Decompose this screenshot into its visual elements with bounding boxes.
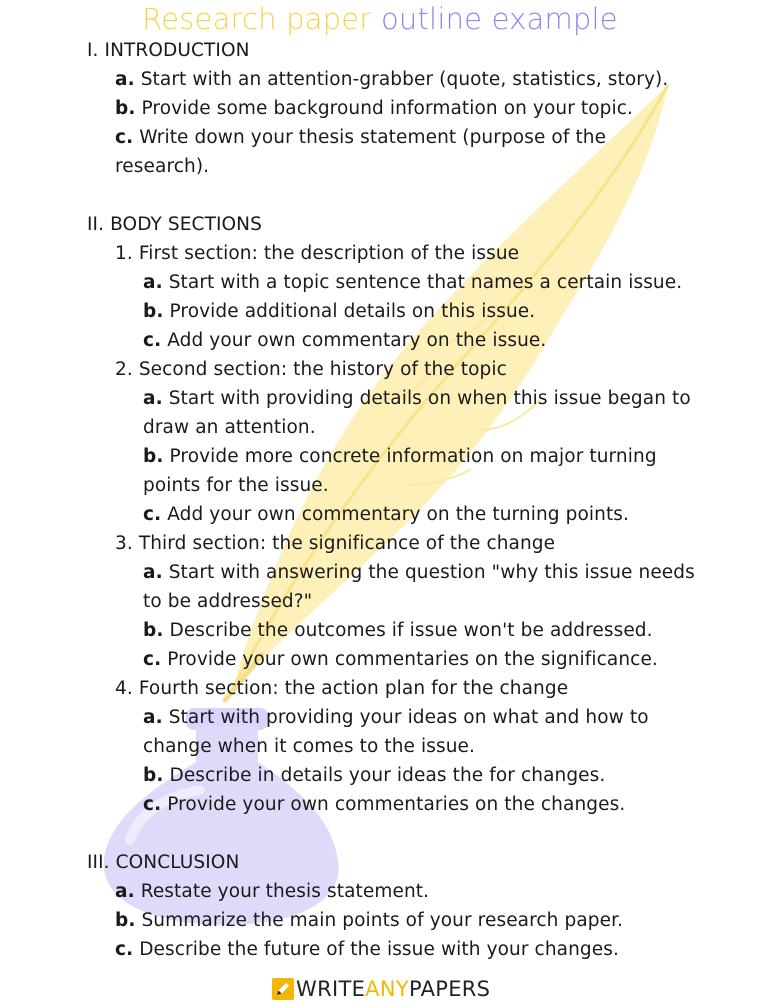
s1-item-c (143, 326, 546, 355)
section-4-heading: 4. Fourth section: the action plan for the change (115, 678, 569, 699)
item-marker: a. (115, 69, 135, 90)
s3-item-c (143, 645, 658, 674)
s3-item-a (143, 558, 695, 587)
item-text: Describe in details your ideas the for changes. (169, 765, 606, 786)
logo-word-write: WRITE (296, 977, 366, 1001)
s2-item-b-continued: points for the issue. (143, 475, 329, 496)
intro-item-a (115, 65, 668, 94)
page-title (0, 2, 760, 36)
s1-item-a (143, 268, 682, 297)
title-part-purple: outline example (380, 2, 618, 36)
s2-item-a (143, 384, 691, 413)
item-text: Provide your own commentaries on the significance. (167, 649, 658, 670)
intro-item-c-continued: research). (115, 156, 210, 177)
item-text: Provide some background information on your topic. (141, 98, 634, 119)
intro-item-b (115, 94, 633, 123)
item-marker: b. (143, 446, 164, 467)
item-text: Restate your thesis statement. (140, 881, 430, 902)
item-marker: a. (143, 272, 163, 293)
s4-item-a (143, 703, 649, 732)
conclusion-item-a (115, 877, 429, 906)
item-text: Start with a topic sentence that names a certain issue. (168, 272, 683, 293)
item-marker: c. (143, 794, 162, 815)
intro-item-c (115, 123, 606, 152)
item-marker: c. (143, 504, 162, 525)
item-text: Start with providing your ideas on what and how to (168, 707, 649, 728)
s2-item-c (143, 500, 629, 529)
item-text: Start with providing details on when this issue began to (168, 388, 691, 409)
title-part-yellow: Research paper (142, 2, 372, 36)
item-text: Provide more concrete information on major turning (169, 446, 657, 467)
item-marker: a. (143, 707, 163, 728)
item-marker: c. (143, 649, 162, 670)
item-text: Start with answering the question "why this issue needs (168, 562, 695, 583)
item-text: Start with an attention-grabber (quote, statistics, story). (140, 69, 669, 90)
pencil-icon (272, 978, 294, 1000)
s3-item-a-continued: to be addressed?" (143, 591, 313, 612)
section-1-heading: 1. First section: the description of the issue (115, 243, 520, 264)
item-text: Summarize the main points of your research paper. (141, 910, 624, 931)
conclusion-heading: III. CONCLUSION (87, 852, 240, 873)
s4-item-c (143, 790, 625, 819)
s1-item-b (143, 297, 535, 326)
introduction-heading: I. INTRODUCTION (87, 40, 250, 61)
item-text: Add your own commentary on the turning points. (167, 504, 630, 525)
logo-word-papers: PAPERS (408, 977, 491, 1001)
item-marker: b. (143, 765, 164, 786)
s2-item-b (143, 442, 657, 471)
item-marker: b. (143, 301, 164, 322)
item-marker: a. (143, 388, 163, 409)
body-sections-heading: II. BODY SECTIONS (87, 214, 262, 235)
item-marker: c. (143, 330, 162, 351)
item-text: Describe the outcomes if issue won't be addressed. (169, 620, 653, 641)
s4-item-a-continued: change when it comes to the issue. (143, 736, 475, 757)
s3-item-b (143, 616, 653, 645)
logo-word-any: ANY (365, 977, 409, 1001)
s4-item-b (143, 761, 605, 790)
item-text: Write down your thesis statement (purpose of the (139, 127, 607, 148)
item-marker: a. (115, 881, 135, 902)
section-2-heading: 2. Second section: the history of the topic (115, 359, 507, 380)
s2-item-a-continued: draw an attention. (143, 417, 316, 438)
item-text: Add your own commentary on the issue. (167, 330, 547, 351)
section-3-heading: 3. Third section: the significance of the change (115, 533, 556, 554)
item-marker: b. (115, 910, 136, 931)
item-marker: b. (143, 620, 164, 641)
item-marker: b. (115, 98, 136, 119)
item-text: Describe the future of the issue with your changes. (139, 939, 619, 960)
item-marker: a. (143, 562, 163, 583)
conclusion-item-b (115, 906, 623, 935)
item-marker: c. (115, 127, 134, 148)
conclusion-item-c (115, 935, 619, 964)
item-text: Provide your own commentaries on the changes. (167, 794, 626, 815)
item-marker: c. (115, 939, 134, 960)
item-text: Provide additional details on this issue. (169, 301, 536, 322)
